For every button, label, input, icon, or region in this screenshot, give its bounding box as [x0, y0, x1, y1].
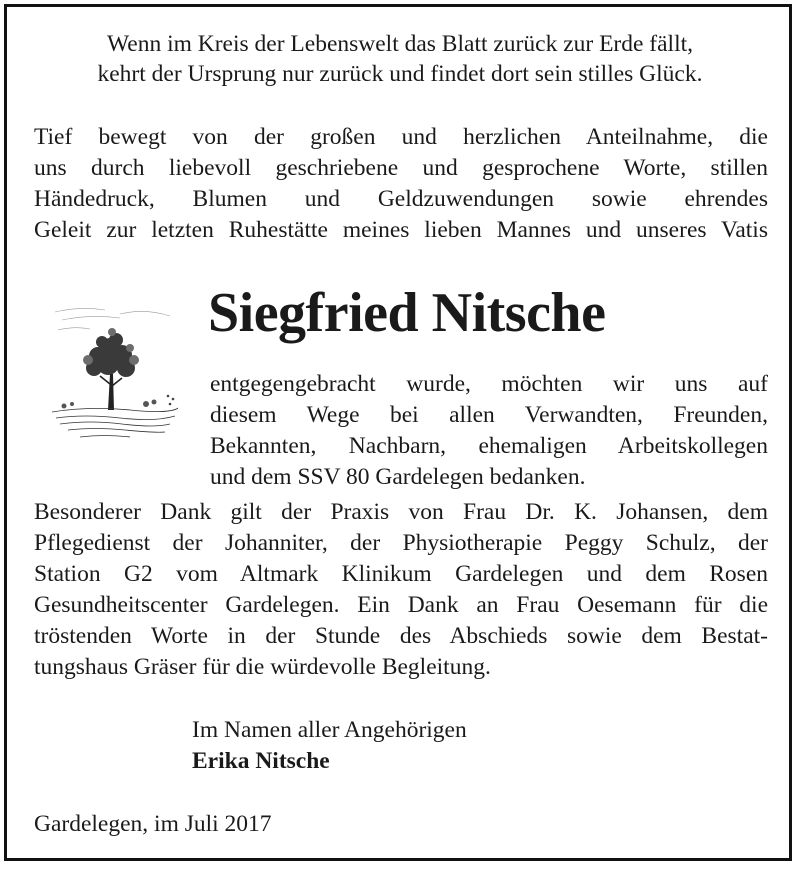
intro-line-4: Geleit zur letzten Ruhestätte meines lieben Mannes und unseres Vatis: [34, 217, 768, 243]
special-thanks-line-2: Pflegedienst der Johanniter, der Physiotherapie Peggy Schulz, der: [34, 530, 768, 556]
thanks-line-2: diesem Wege bei allen Verwandten, Freunden,: [210, 402, 768, 428]
on-behalf-text: Im Namen aller Angehörigen: [192, 717, 467, 743]
thanks-line-3: Bekannten, Nachbarn, ehemaligen Arbeitskollegen: [210, 433, 768, 459]
intro-line-3: Händedruck, Blumen und Geldzuwendungen sowie ehrendes: [34, 186, 768, 212]
special-thanks-line-1: Besonderer Dank gilt der Praxis von Frau Dr. K. Johansen, dem: [34, 499, 768, 525]
tree-illustration-icon: [50, 300, 180, 450]
special-thanks-line-4: Gesundheitscenter Gardelegen. Ein Dank an Frau Oesemann für die: [34, 592, 768, 618]
intro-line-1: Tief bewegt von der großen und herzlichen Anteilnahme, die: [34, 124, 768, 150]
poem-line-1: Wenn im Kreis der Lebenswelt das Blatt zurück zur Erde fällt,: [106, 31, 694, 57]
special-thanks-line-3: Station G2 vom Altmark Klinikum Gardelegen und dem Rosen: [34, 561, 768, 587]
signer-name: Erika Nitsche: [192, 748, 330, 774]
special-thanks-line-6: tungshaus Gräser für die würdevolle Begleitung.: [34, 654, 491, 680]
poem-line-2: kehrt der Ursprung nur zurück und findet dort sein stilles Glück.: [97, 61, 703, 87]
thanks-line-1: entgegengebracht wurde, möchten wir uns auf: [210, 371, 768, 397]
intro-line-2: uns durch liebevoll geschriebene und gesprochene Worte, stillen: [34, 155, 768, 181]
thanks-line-4: und dem SSV 80 Gardelegen bedanken.: [210, 464, 586, 490]
deceased-name: Siegfried Nitsche: [208, 282, 606, 344]
special-thanks-line-5: tröstenden Worte in der Stunde des Abschieds sowie dem Bestat-: [34, 623, 768, 649]
place-date: Gardelegen, im Juli 2017: [34, 811, 272, 837]
